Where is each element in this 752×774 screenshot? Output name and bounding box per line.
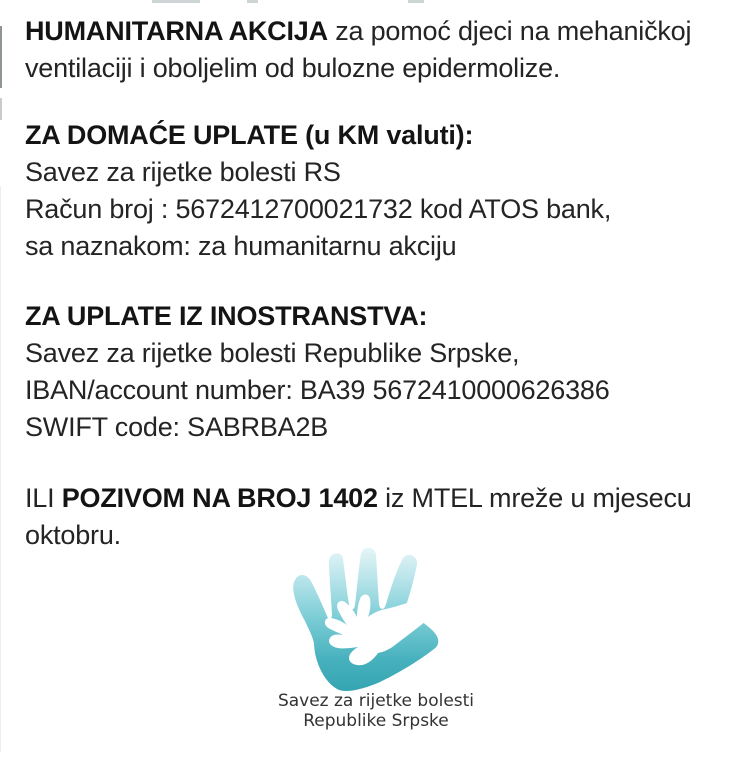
domestic-org-name: Savez za rijetke bolesti RS — [25, 157, 341, 187]
domestic-payments-section — [25, 117, 611, 265]
domestic-payment-note: sa naznakom: za humanitarnu akciju — [25, 231, 457, 261]
logo-caption — [0, 691, 752, 731]
logo-caption-line-1: Savez za rijetke bolesti — [277, 691, 475, 711]
international-org-name: Savez za rijetke bolesti Republike Srpske, — [25, 338, 520, 368]
cta-phone-number: POZIVOM NA BROJ 1402 — [61, 483, 378, 513]
logo-caption-line-2: Republike Srpske — [303, 711, 449, 731]
crop-artifact-top — [247, 0, 258, 3]
intro-line-1-rest: za pomoć djeci na mehaničkoj — [327, 16, 692, 46]
cta-prefix: ILI — [25, 483, 62, 513]
hands-logo-icon — [283, 542, 473, 692]
domestic-account-number: Račun broj : 5672412700021732 kod ATOS bank, — [25, 194, 612, 224]
cta-line-1-rest: iz MTEL mreže u mjesecu — [377, 483, 692, 513]
crop-artifact-left — [0, 26, 2, 88]
intro-line-1 — [25, 13, 691, 50]
intro-title: HUMANITARNA AKCIJA — [25, 16, 328, 46]
cta-line-1 — [25, 480, 692, 517]
swift-code: SWIFT code: SABRBA2B — [25, 412, 329, 442]
crop-artifact-top — [152, 0, 200, 3]
international-payments-section — [25, 298, 610, 446]
intro-paragraph — [25, 13, 691, 87]
crop-artifact-left — [0, 186, 1, 752]
domestic-heading: ZA DOMAĆE UPLATE (u KM valuti): — [25, 120, 474, 150]
cta-line-2: oktobru. — [25, 520, 121, 550]
iban-number: IBAN/account number: BA39 5672410000626386 — [25, 375, 610, 405]
crop-artifact-top — [408, 0, 424, 3]
international-heading: ZA UPLATE IZ INOSTRANSTVA: — [25, 301, 428, 331]
crop-artifact-left — [0, 98, 2, 120]
intro-line-2: ventilaciji i oboljelim od bulozne epidermolize. — [25, 53, 561, 83]
